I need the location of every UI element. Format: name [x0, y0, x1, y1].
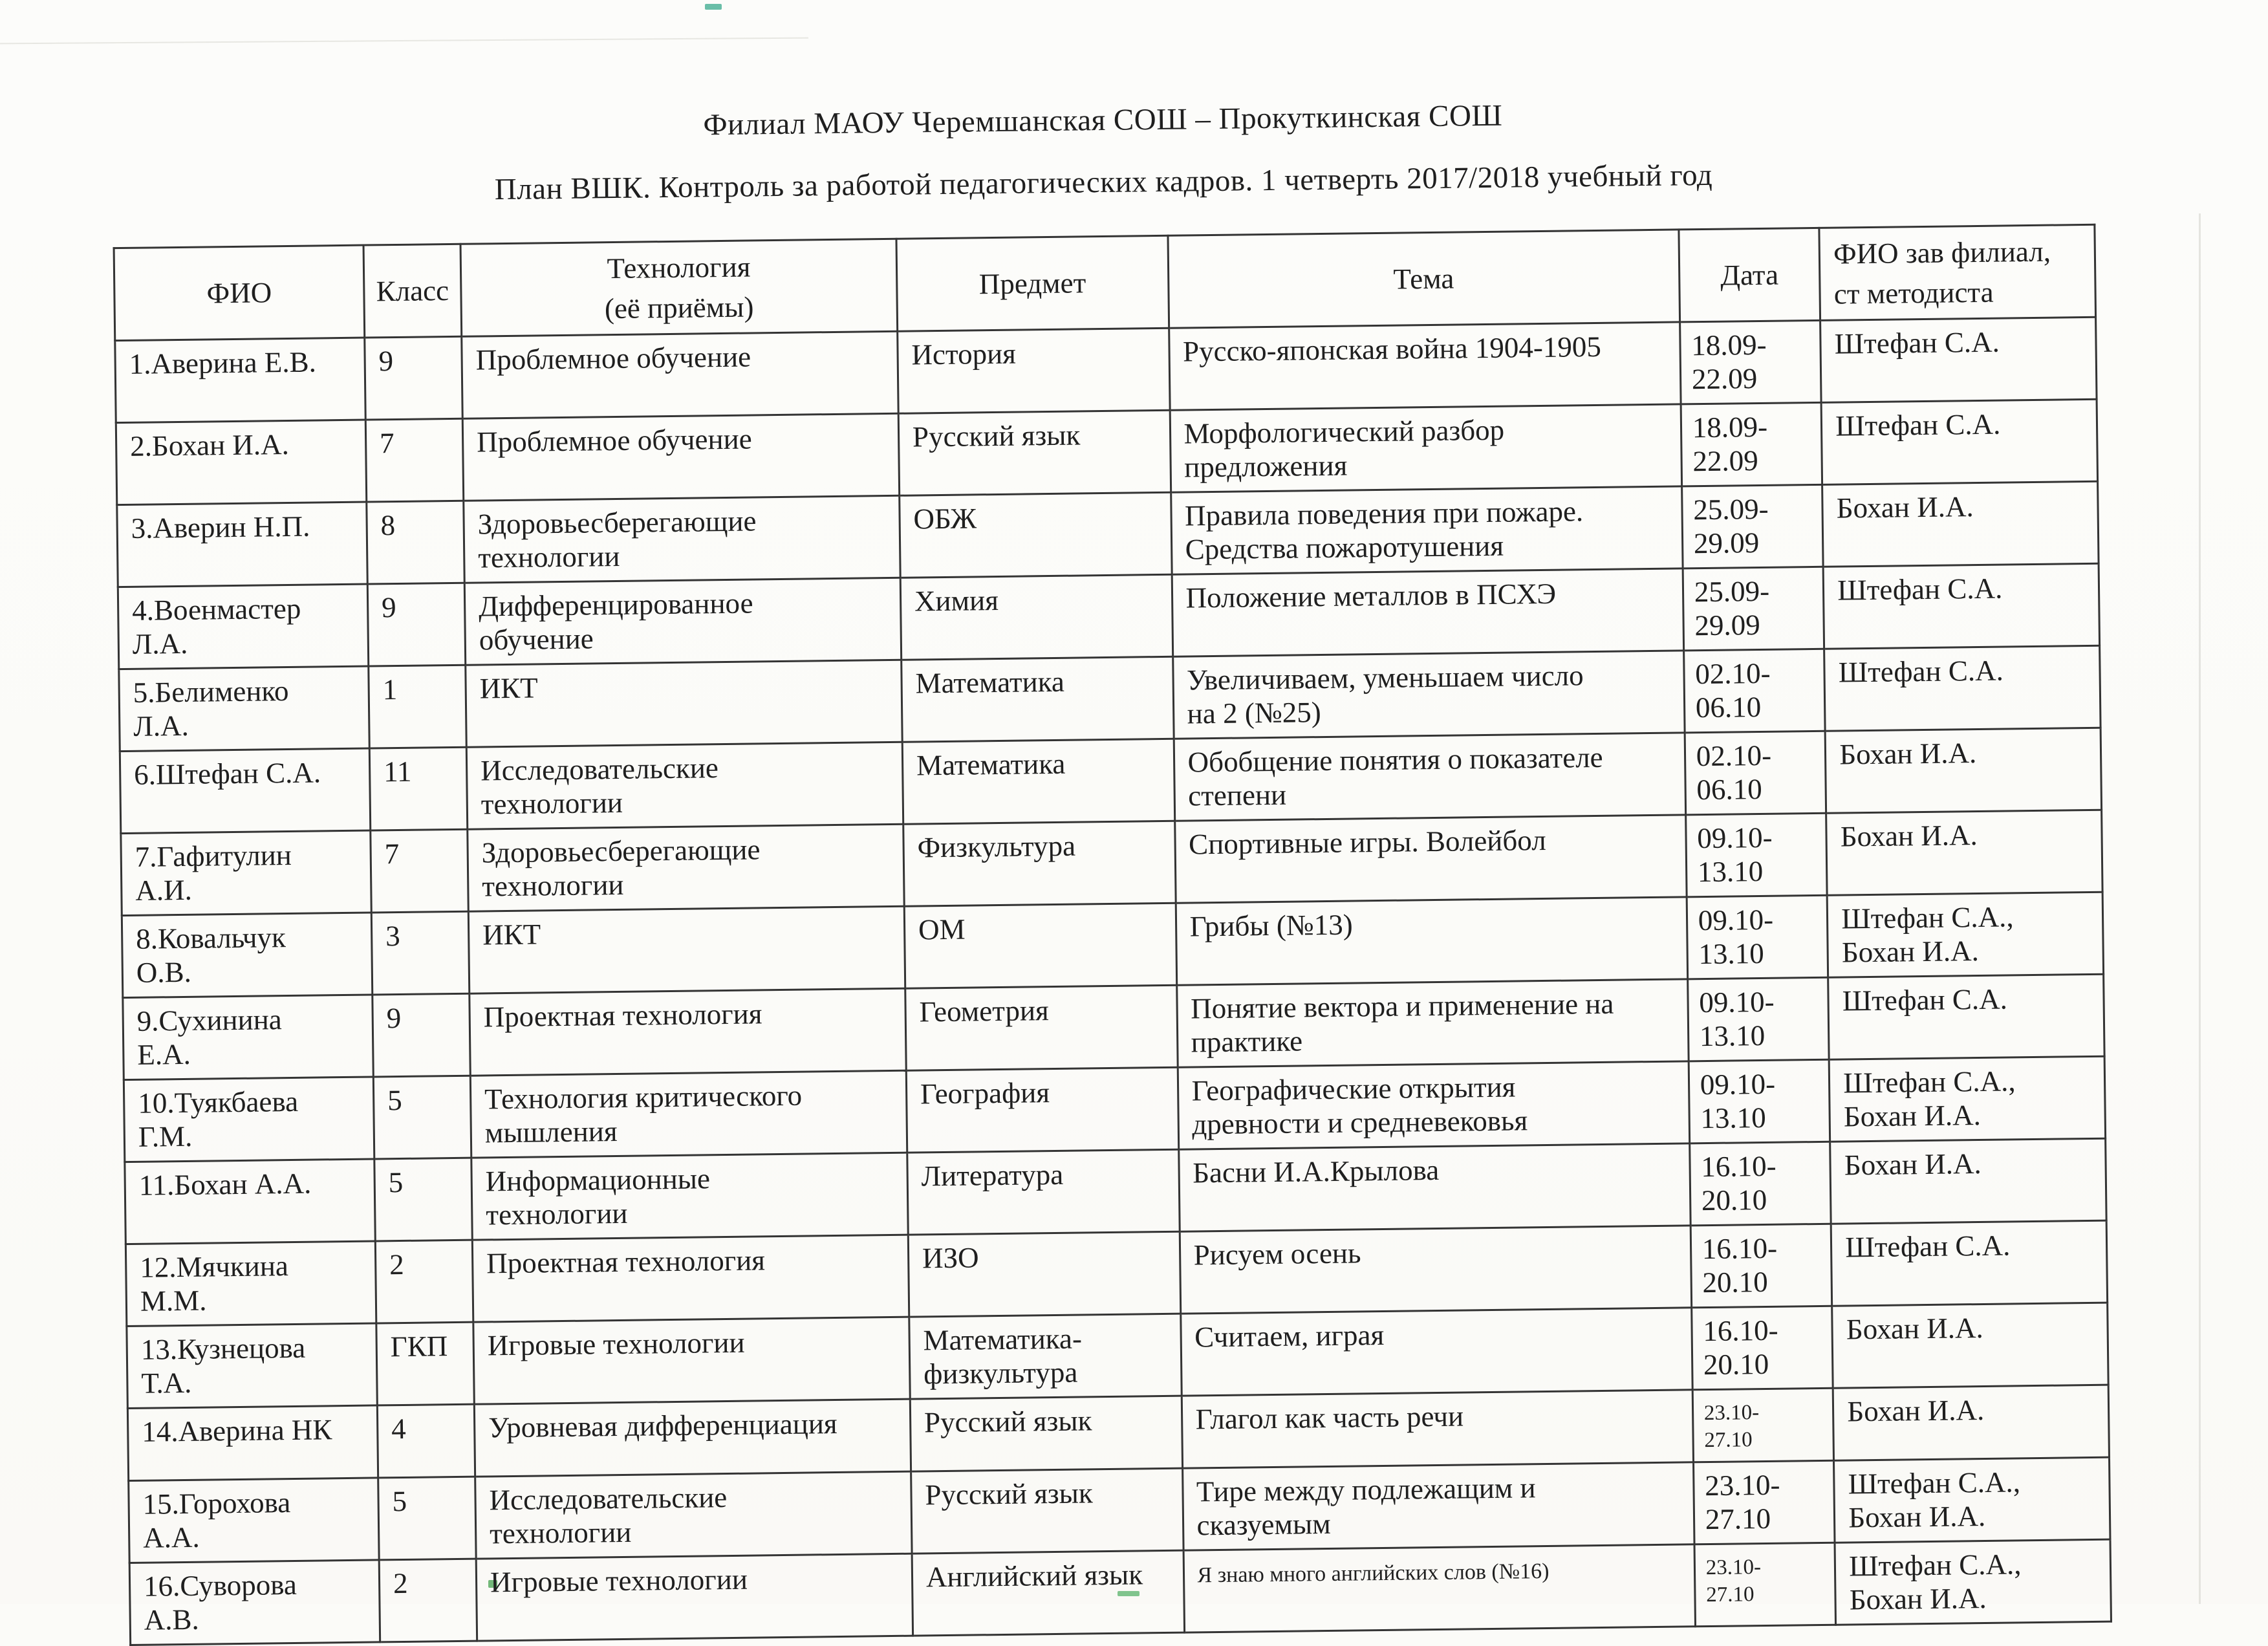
cell-teacher-name: 14.Аверина НК: [127, 1405, 378, 1481]
cell-teacher-name: 13.Кузнецова Т.А.: [127, 1323, 377, 1409]
cell-date: 25.09- 29.09: [1683, 567, 1824, 651]
cell-class: 9: [367, 583, 466, 666]
cell-class: 7: [365, 418, 464, 502]
cell-theme: Русско-японская война 1904-1905: [1169, 322, 1681, 410]
cell-technology: Игровые технологии: [476, 1554, 913, 1641]
cell-subject: ОБЖ: [900, 492, 1172, 578]
cell-technology: Проектная технология: [472, 1235, 909, 1322]
cell-supervisor: Штефан С.А.: [1831, 1220, 2107, 1306]
cell-teacher-name: 9.Сухинина Е.А.: [123, 995, 373, 1080]
cell-teacher-name: 1.Аверина Е.В.: [115, 338, 365, 423]
header-cell-class: Класс: [363, 244, 462, 338]
table-body: [115, 317, 2111, 1645]
cell-date: 16.10- 20.10: [1690, 1224, 1832, 1308]
cell-date: 09.10- 13.10: [1685, 813, 1827, 897]
cell-teacher-name: 2.Бохан И.А.: [116, 420, 366, 505]
header-cell-date: Дата: [1679, 228, 1820, 322]
cell-subject: География: [906, 1067, 1178, 1153]
cell-teacher-name: 16.Суворова А.В.: [129, 1560, 380, 1645]
cell-date: 02.10- 06.10: [1683, 649, 1825, 733]
cell-supervisor: Штефан С.А.: [1821, 399, 2097, 484]
cell-technology: Дифференцированное обучение: [464, 578, 901, 665]
cell-class: 9: [373, 993, 471, 1077]
cell-subject: История: [898, 328, 1170, 413]
cell-class: 2: [375, 1240, 473, 1323]
cell-teacher-name: 15.Горохова А.А.: [129, 1478, 379, 1563]
cell-theme: Рисуем осень: [1180, 1226, 1692, 1314]
cell-technology: Проблемное обучение: [462, 331, 898, 418]
cell-theme: Тире между подлежащим и сказуемым: [1182, 1462, 1694, 1550]
cell-class: ГКП: [376, 1322, 475, 1405]
cell-subject: Литература: [907, 1149, 1180, 1235]
cell-supervisor: Бохан И.А.: [1826, 810, 2102, 895]
cell-supervisor: Бохан И.А.: [1822, 481, 2099, 567]
cell-theme: Положение металлов в ПСХЭ: [1172, 569, 1684, 656]
cell-technology: Исследовательские технологии: [475, 1471, 912, 1559]
cell-theme: Увеличиваем, уменьшаем число на 2 (№25): [1172, 651, 1685, 739]
cell-technology: Игровые технологии: [473, 1317, 910, 1404]
cell-subject: Геометрия: [905, 985, 1178, 1070]
cell-subject: Математика- физкультура: [909, 1314, 1182, 1399]
cell-subject: Английский язык: [912, 1550, 1184, 1636]
cell-supervisor: Бохан И.А.: [1825, 728, 2101, 813]
cell-technology: Исследовательские технологии: [466, 742, 903, 829]
cell-theme: Понятие вектора и применение на практике: [1176, 979, 1689, 1067]
scan-edge-artifact: [2199, 213, 2201, 1604]
cell-theme: Правила поведения при пожаре. Средства пожаротушения: [1171, 486, 1683, 574]
cell-date: 16.10- 20.10: [1691, 1306, 1833, 1390]
cell-supervisor: Бохан И.А.: [1832, 1303, 2108, 1388]
cell-theme: Считаем, играя: [1180, 1308, 1692, 1396]
cell-supervisor: Штефан С.А.: [1824, 645, 2101, 731]
cell-subject: ИЗО: [908, 1231, 1180, 1317]
scan-speck-artifact: [705, 4, 722, 10]
cell-subject: Русский язык: [898, 410, 1171, 495]
cell-date: 23.10- 27.10: [1693, 1460, 1835, 1544]
cell-class: 8: [367, 501, 465, 584]
page-title: Филиал МАОУ Черемшанская СОШ – Прокуткинская СОШ: [111, 91, 2094, 150]
cell-supervisor: Штефан С.А.: [1823, 563, 2099, 649]
cell-theme: Обобщение понятия о показателе степени: [1174, 733, 1686, 821]
cell-technology: Проблемное обучение: [462, 413, 899, 501]
cell-date: 18.09- 22.09: [1679, 320, 1821, 404]
cell-supervisor: Бохан И.А.: [1830, 1138, 2106, 1224]
cell-supervisor: Штефан С.А., Бохан И.А.: [1834, 1457, 2110, 1543]
cell-class: 5: [373, 1076, 471, 1159]
cell-class: 7: [371, 829, 469, 913]
cell-class: 5: [378, 1477, 477, 1560]
cell-technology: ИКТ: [468, 906, 905, 993]
cell-date: 16.10- 20.10: [1689, 1142, 1831, 1226]
cell-technology: Здоровьесберегающие технологии: [468, 824, 904, 911]
cell-teacher-name: 11.Бохан А.А.: [125, 1159, 375, 1244]
cell-class: 9: [365, 336, 463, 420]
cell-subject: ОМ: [904, 903, 1176, 988]
cell-theme: Морфологический разбор предложения: [1170, 404, 1682, 492]
cell-theme: Басни И.А.Крылова: [1178, 1143, 1690, 1231]
cell-date: 23.10- 27.10: [1692, 1388, 1834, 1462]
cell-subject: Химия: [900, 574, 1172, 660]
cell-date: 25.09- 29.09: [1681, 484, 1823, 569]
cell-class: 11: [369, 747, 468, 830]
cell-supervisor: Штефан С.А., Бохан И.А.: [1835, 1539, 2111, 1625]
cell-technology: Технология критического мышления: [470, 1070, 907, 1158]
cell-subject: Русский язык: [910, 1396, 1182, 1471]
cell-supervisor: Бохан И.А.: [1833, 1385, 2109, 1460]
cell-theme: Я знаю много английских слов (№16): [1183, 1544, 1696, 1632]
cell-teacher-name: 7.Гафитулин А.И.: [121, 830, 371, 916]
cell-supervisor: Штефан С.А., Бохан И.А.: [1829, 1056, 2105, 1142]
cell-teacher-name: 6.Штефан С.А.: [120, 748, 370, 834]
header-cell-theme: Тема: [1167, 230, 1679, 328]
cell-class: 1: [369, 665, 467, 748]
document-content: [111, 91, 2112, 1646]
cell-subject: Физкультура: [903, 821, 1176, 906]
cell-class: 4: [377, 1404, 475, 1478]
scan-edge-artifact: [0, 38, 808, 45]
control-plan-table: [113, 224, 2112, 1646]
cell-theme: Спортивные игры. Волейбол: [1174, 815, 1687, 903]
cell-teacher-name: 4.Военмастер Л.А.: [118, 584, 368, 669]
cell-date: 09.10- 13.10: [1687, 895, 1828, 979]
cell-supervisor: Штефан С.А.: [1820, 317, 2097, 402]
cell-supervisor: Штефан С.А., Бохан И.А.: [1827, 892, 2103, 977]
cell-subject: Математика: [902, 739, 1174, 824]
cell-date: 23.10- 27.10: [1694, 1543, 1836, 1627]
cell-date: 02.10- 06.10: [1685, 731, 1826, 815]
cell-theme: Грибы (№13): [1176, 897, 1688, 985]
cell-teacher-name: 10.Туякбаева Г.М.: [124, 1077, 374, 1162]
cell-technology: Информационные технологии: [471, 1153, 908, 1240]
cell-teacher-name: 8.Ковальчук О.В.: [122, 913, 372, 998]
cell-technology: Проектная технология: [470, 988, 906, 1076]
cell-technology: Уровневая дифференциация: [474, 1399, 911, 1477]
cell-teacher-name: 3.Аверин Н.П.: [117, 502, 367, 587]
cell-theme: Глагол как часть речи: [1182, 1390, 1694, 1468]
header-cell-tech: Технология (её приёмы): [460, 239, 898, 336]
cell-subject: Русский язык: [911, 1468, 1183, 1554]
header-cell-supervisor: ФИО зав филиал, ст методиста: [1819, 224, 2095, 320]
cell-theme: Географические открытия древности и средневековья: [1178, 1061, 1690, 1149]
cell-supervisor: Штефан С.А.: [1828, 974, 2104, 1059]
cell-date: 18.09- 22.09: [1681, 402, 1822, 486]
cell-technology: ИКТ: [466, 660, 902, 747]
cell-date: 09.10- 13.10: [1689, 1059, 1830, 1143]
cell-class: 3: [371, 911, 470, 995]
cell-subject: Математика: [902, 656, 1174, 742]
cell-date: 09.10- 13.10: [1687, 977, 1829, 1061]
cell-class: 2: [379, 1559, 477, 1642]
cell-technology: Здоровьесберегающие технологии: [464, 495, 900, 583]
cell-class: 5: [374, 1158, 473, 1241]
header-cell-subject: Предмет: [896, 235, 1169, 331]
cell-teacher-name: 5.Белименко Л.А.: [119, 666, 369, 752]
header-cell-fio: ФИО: [114, 245, 365, 341]
cell-teacher-name: 12.Мячкина М.М.: [125, 1241, 376, 1327]
page-subtitle: План ВШК. Контроль за работой педагогических кадров. 1 четверть 2017/2018 учебный год: [112, 153, 2095, 212]
